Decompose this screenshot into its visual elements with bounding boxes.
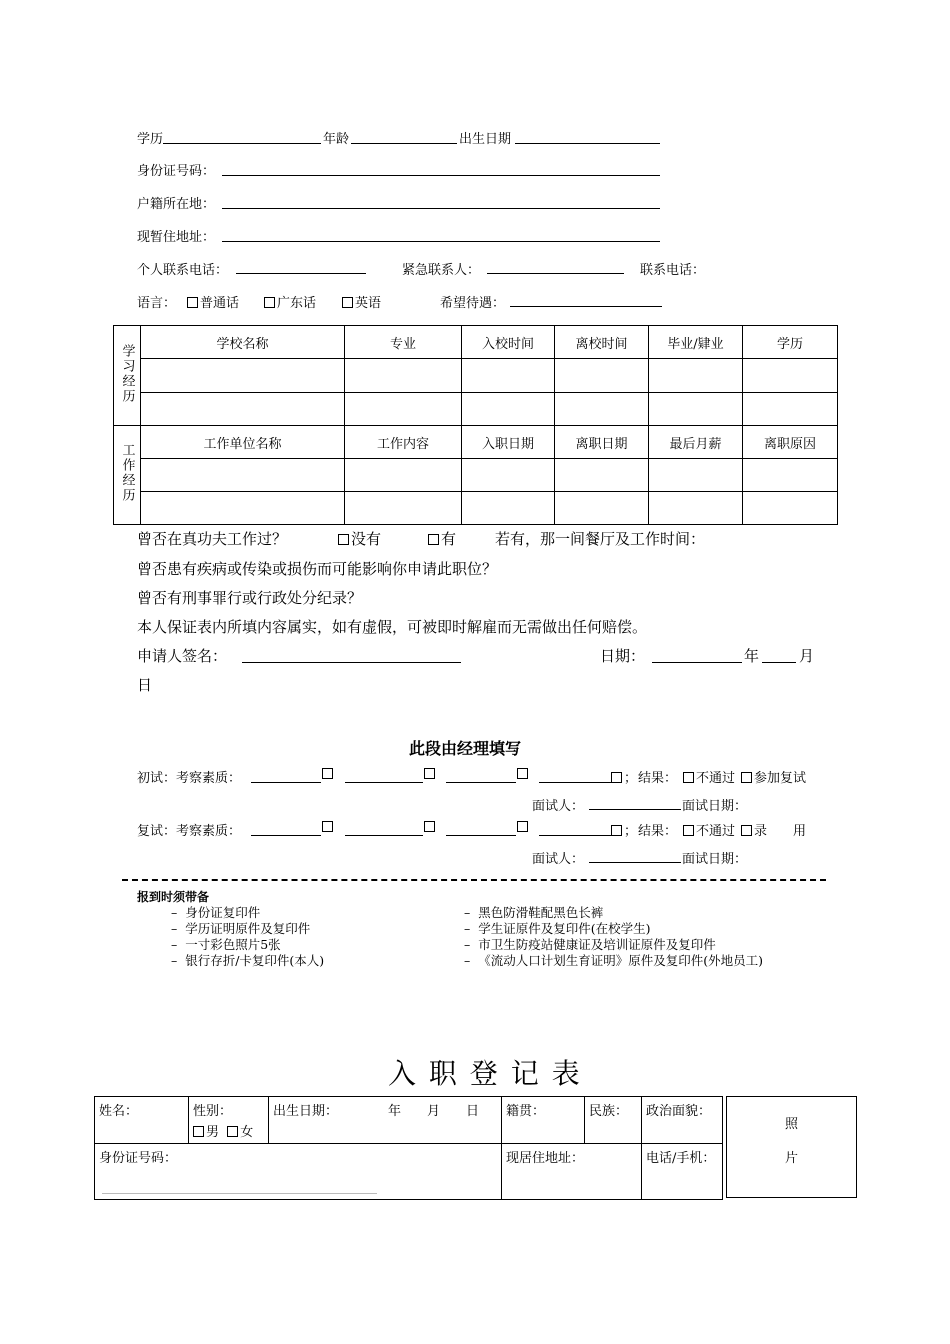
id-cell[interactable]: 身份证号码： [95, 1144, 502, 1200]
table-cell[interactable] [462, 459, 555, 492]
year-label: 年 [744, 647, 760, 665]
table-cell[interactable] [462, 492, 555, 525]
table-cell[interactable] [555, 492, 649, 525]
hukou-label: 户籍所在地： [137, 197, 216, 212]
emergency-field[interactable] [487, 273, 624, 274]
study-side-label: 学习经历 [114, 326, 141, 426]
result-fail-option[interactable]: 不通过 [683, 820, 735, 839]
study-header: 学校名称 [141, 326, 345, 359]
phone-label: 个人联系电话： [137, 263, 229, 278]
work-header: 工作单位名称 [141, 426, 345, 459]
quality-field[interactable] [539, 782, 611, 783]
quality-field[interactable] [345, 782, 423, 783]
result-label: 结果： [638, 771, 678, 786]
day-label: 日 [137, 676, 153, 694]
checkbox-icon[interactable] [611, 825, 622, 836]
question-worked-detail: 若有，那一间餐厅及工作时间： [495, 530, 706, 548]
quality-checkbox[interactable] [424, 767, 437, 782]
study-header: 学历 [743, 326, 838, 359]
first-interview-label: 初试：考察素质： [137, 771, 242, 786]
checkbox-icon[interactable] [424, 768, 435, 779]
quality-checkbox[interactable]: ； [611, 767, 637, 786]
result-hire-option[interactable]: 录 用 [741, 820, 806, 839]
checkbox-icon[interactable] [342, 297, 353, 308]
native-cell[interactable]: 籍贯： [502, 1097, 585, 1144]
list-item: – 市卫生防疫站健康证及培训证原件及复印件 [464, 937, 716, 952]
id-field[interactable] [222, 175, 660, 176]
question-criminal: 曾否有刑事罪行或行政处分纪录？ [137, 589, 363, 607]
contact-phone-label: 联系电话： [640, 263, 706, 278]
address-field[interactable] [222, 241, 660, 242]
photo-box[interactable] [726, 1096, 857, 1198]
emergency-label: 紧急联系人： [402, 263, 481, 278]
manager-section-title: 此段由经理填写 [409, 739, 522, 758]
photo-label-2: 片 [784, 1151, 798, 1166]
date-label: 日期： [600, 647, 646, 665]
work-header: 入职日期 [462, 426, 555, 459]
sign-label: 申请人签名： [137, 647, 228, 665]
checkbox-icon[interactable] [741, 825, 752, 836]
checkbox-icon[interactable] [322, 821, 333, 832]
quality-checkbox[interactable] [424, 820, 437, 835]
table-cell[interactable] [462, 359, 555, 393]
month-label: 月 [799, 647, 815, 665]
education-field[interactable] [163, 143, 321, 144]
lang-option-english[interactable]: 英语 [342, 292, 381, 311]
result-label: 结果： [638, 824, 678, 839]
result-fail-option[interactable]: 不通过 [683, 767, 735, 786]
checkbox-icon[interactable] [683, 772, 694, 783]
checkbox-icon[interactable] [517, 768, 528, 779]
checkbox-icon[interactable] [424, 821, 435, 832]
work-header: 离职日期 [555, 426, 649, 459]
quality-field[interactable] [345, 835, 423, 836]
lang-option-cantonese[interactable]: 广东话 [264, 292, 316, 311]
birth-cell[interactable]: 出生日期： 年 月 日 [269, 1097, 502, 1144]
table-cell[interactable] [345, 359, 462, 393]
address-label: 现暂住地址： [137, 230, 216, 245]
bring-left-list [171, 905, 324, 969]
study-header: 毕业/肄业 [649, 326, 743, 359]
checkbox-icon[interactable] [322, 768, 333, 779]
list-item: – 学生证原件及复印件(在校学生) [464, 921, 651, 936]
checkbox-icon[interactable] [517, 821, 528, 832]
study-header: 离校时间 [555, 326, 649, 359]
interviewer-field[interactable] [589, 809, 681, 810]
quality-checkbox[interactable] [517, 820, 530, 835]
question-illness: 曾否患有疾病或传染或损伤而可能影响你申请此职位？ [137, 560, 498, 578]
dashed-divider [122, 879, 826, 881]
list-item: – 《流动人口计划生育证明》原件及复印件(外地员工) [464, 953, 763, 968]
table-cell[interactable] [141, 459, 345, 492]
address-cell[interactable]: 现居住地址： [502, 1144, 642, 1200]
list-item: – 身份证复印件 [171, 905, 261, 920]
date-month-field[interactable] [762, 662, 796, 663]
checkbox-icon[interactable] [741, 772, 752, 783]
work-header: 离职原因 [743, 426, 838, 459]
bring-title: 报到时须带备 [137, 890, 210, 904]
checkbox-icon[interactable] [683, 825, 694, 836]
registration-title: 入 职 登 记 表 [388, 1057, 582, 1090]
study-header: 入校时间 [462, 326, 555, 359]
table-cell[interactable] [555, 359, 649, 393]
quality-field[interactable] [251, 835, 321, 836]
date-year-field[interactable] [652, 662, 742, 663]
checkbox-icon[interactable] [428, 534, 439, 545]
salary-label: 希望待遇： [440, 296, 506, 311]
quality-field[interactable] [446, 835, 516, 836]
checkbox-male-icon[interactable] [193, 1126, 204, 1137]
photo-label-1: 照 [784, 1117, 798, 1132]
checkbox-icon[interactable] [187, 297, 198, 308]
table-cell[interactable] [555, 459, 649, 492]
interview-date-label: 面试日期： [682, 852, 748, 867]
gender-label: 性别： [193, 1104, 233, 1119]
table-cell[interactable] [345, 459, 462, 492]
table-cell[interactable] [141, 393, 345, 426]
quality-checkbox[interactable] [517, 767, 530, 782]
table-cell[interactable] [141, 359, 345, 393]
interviewer-field[interactable] [589, 862, 681, 863]
table-cell[interactable] [649, 359, 743, 393]
gender-cell[interactable]: 性别： 男 女 [189, 1097, 269, 1144]
checkbox-icon[interactable] [264, 297, 275, 308]
question-worked-before: 曾否在真功夫工作过？ [137, 530, 288, 548]
work-header: 工作内容 [345, 426, 462, 459]
table-cell[interactable] [555, 393, 649, 426]
phone-field[interactable] [236, 273, 366, 274]
table-cell[interactable] [743, 492, 838, 525]
table-cell[interactable] [743, 359, 838, 393]
age-field[interactable] [351, 143, 457, 144]
checkbox-icon[interactable] [338, 534, 349, 545]
table-cell[interactable] [743, 459, 838, 492]
work-side-label: 工作经历 [114, 426, 141, 525]
interview-date-label: 面试日期： [682, 799, 748, 814]
lang-option-mandarin[interactable]: 普通话 [187, 292, 239, 311]
checkbox-female-icon[interactable] [227, 1126, 238, 1137]
id-underline [102, 1193, 377, 1194]
quality-field[interactable] [251, 782, 321, 783]
signature-field[interactable] [242, 662, 461, 663]
ethnic-cell[interactable]: 民族： [585, 1097, 642, 1144]
list-item: – 学历证明原件及复印件 [171, 921, 311, 936]
list-item: – 黑色防滑鞋配黑色长裤 [464, 905, 604, 920]
quality-field[interactable] [446, 782, 516, 783]
id-label: 身份证号码： [137, 164, 216, 179]
pledge-text: 本人保证表内所填内容属实，如有虚假，可被即时解雇而无需做出任何赔偿。 [137, 618, 648, 636]
political-cell[interactable]: 政治面貌： [642, 1097, 723, 1144]
salary-field[interactable] [510, 306, 662, 307]
table-cell[interactable] [649, 393, 743, 426]
bring-right-list [464, 905, 763, 969]
birth-field[interactable] [515, 143, 660, 144]
table-cell[interactable] [649, 459, 743, 492]
table-cell[interactable] [345, 393, 462, 426]
quality-checkbox[interactable] [322, 767, 335, 782]
age-label: 年龄 [323, 132, 350, 147]
name-cell[interactable]: 姓名： [95, 1097, 189, 1144]
table-cell[interactable] [141, 492, 345, 525]
birth-label: 出生日期 [459, 132, 512, 147]
study-header: 专业 [345, 326, 462, 359]
option-yes[interactable]: 有 [428, 528, 456, 549]
registration-table [94, 1096, 723, 1200]
option-no[interactable]: 没有 [338, 528, 381, 549]
education-label: 学历 [137, 132, 164, 147]
table-cell[interactable] [743, 393, 838, 426]
interviewer-label: 面试人： [532, 852, 585, 867]
table-cell[interactable] [345, 492, 462, 525]
experience-table [113, 325, 838, 525]
table-cell[interactable] [649, 492, 743, 525]
interviewer-label: 面试人： [532, 799, 585, 814]
work-header: 最后月薪 [649, 426, 743, 459]
checkbox-icon[interactable] [611, 772, 622, 783]
list-item: – 一寸彩色照片5张 [171, 937, 281, 952]
quality-checkbox[interactable] [322, 820, 335, 835]
phone-cell[interactable]: 电话/手机： [642, 1144, 723, 1200]
table-cell[interactable] [462, 393, 555, 426]
result-retest-option[interactable]: 参加复试 [741, 767, 806, 786]
hukou-field[interactable] [222, 208, 660, 209]
list-item: – 银行存折/卡复印件(本人) [171, 953, 325, 968]
second-interview-label: 复试：考察素质： [137, 824, 242, 839]
quality-field[interactable] [539, 835, 611, 836]
language-label: 语言： [137, 296, 177, 311]
quality-checkbox[interactable]: ； [611, 820, 637, 839]
